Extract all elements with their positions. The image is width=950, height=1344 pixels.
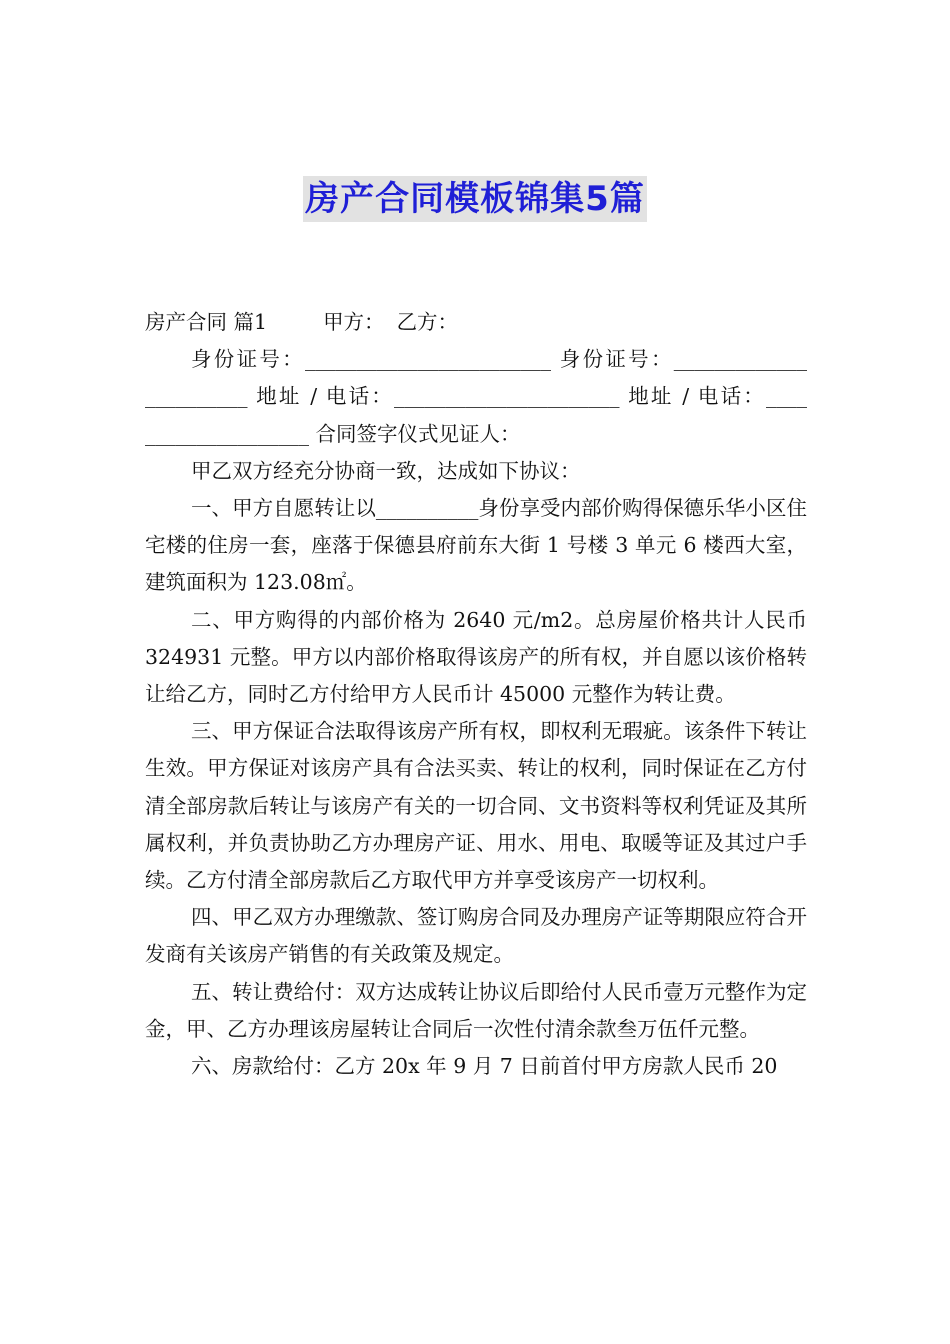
document-body [145,304,807,1085]
clause-5: 五、转让费给付：双方达成转让协议后即给付人民币壹万元整作为定金，甲、乙方办理该房屋转让合同后一次性付清余款叁万伍仟元整。 [145,979,807,1041]
clause-4: 四、甲乙双方办理缴款、签订购房合同及办理房产证等期限应符合开发商有关该房产销售的有关政策及规定。 [145,905,807,967]
contract-section-label: 房产合同 篇1 [145,310,268,334]
agreement-intro: 甲乙双方经充分协商一致，达成如下协议： [191,458,581,483]
title-container [0,176,950,222]
clause-1: 一、甲方自愿转让以__________身份享受内部价购得保德乐华小区住宅楼的住房一套，座落于保德县府前东大街 1 号楼 3 单元 6 楼西大室，建筑面积为 123.08㎡。 [145,496,807,595]
clause-2: 二、甲方购得的内部价格为 2640 元/m2。总房屋价格共计人民币 324931 元整。甲方以内部价格取得该房产的所有权，并自愿以该价格转让给乙方，同时乙方付给甲方人民币计 45000 元整作为转让费。 [145,607,807,707]
document-title: 房产合同模板锦集5篇 [303,176,647,222]
contract-header-line [145,304,807,341]
clause-6: 六、房款给付：乙方 20x 年 9 月 7 日前首付甲方房款人民币 20 [191,1054,778,1079]
party-a-label: 甲方： [323,310,385,334]
clause-3: 三、甲方保证合法取得该房产所有权，即权利无瑕疵。该条件下转让生效。甲方保证对该房产具有合法买卖、转让的权利，同时保证在乙方付清全部房款后转让与该房产有关的一切合同、文书资料等权利凭证及其所属权利，并负责协助乙方办理房产证、用水、用电、取暖等证及其过户手续。乙方付清全部房款后乙方取代甲方并享受该房产一切权利。 [145,719,807,893]
party-info-paragraph: 身份证号：________________________ 身份证号：_____________ __________ 地址 / 电话：______________________ 地址 / 电话：____ ________________ 合同签字仪式见证人： [145,347,807,446]
party-b-label: 乙方： [396,310,459,334]
